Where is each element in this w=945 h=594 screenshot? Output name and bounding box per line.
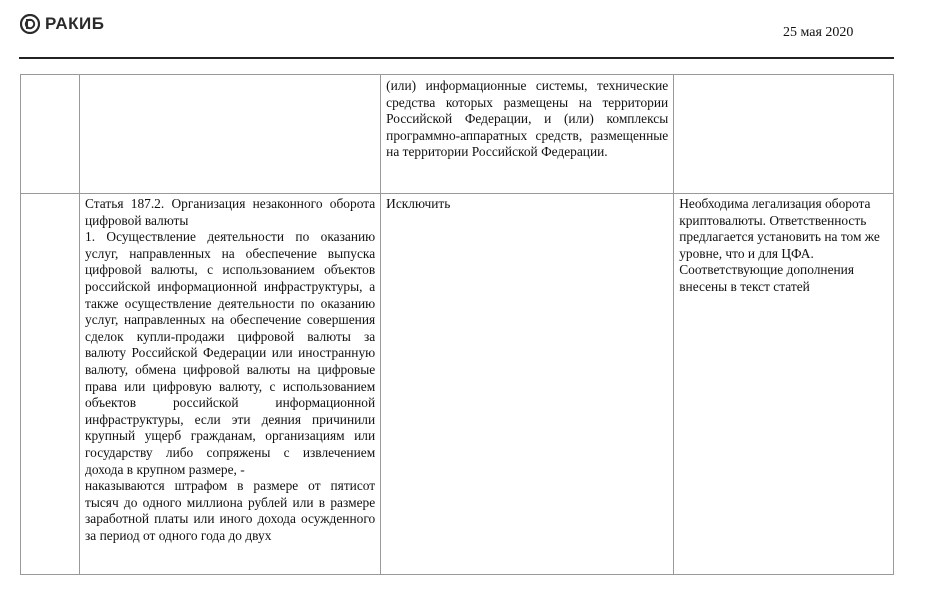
table-cell-comment: Необходима легализация оборота криптовалюты. Ответственность предлагается установить на том же уровне, что и для ЦФА. Соответствующие дополнения внесены в текст статей xyxy=(674,194,894,575)
table-cell-current-text xyxy=(80,75,381,194)
rakib-logo-icon xyxy=(20,14,40,34)
table-cell-comment xyxy=(674,75,894,194)
table-cell-current-text xyxy=(80,194,381,575)
table-cell-proposed-text: Исключить xyxy=(381,194,674,575)
table-row xyxy=(21,194,894,575)
table-cell-proposed-text: (или) информационные системы, технические средства которых размещены на территории Российской Федерации, и (или) комплексы программно-аппаратных средств, размещенные на территории Российской Федерации. xyxy=(381,75,674,194)
article-paragraph-2: наказываются штрафом в размере от пятисот тысяч до одного миллиона рублей или в размере заработной платы или иного дохода осужденного за период от одного года до двух xyxy=(85,478,376,543)
logo-text: РАКИБ xyxy=(45,14,105,33)
document-date: 25 мая 2020 xyxy=(783,25,854,40)
rakib-logo xyxy=(20,14,104,34)
table-cell-number xyxy=(21,194,80,575)
article-paragraph-1: 1. Осуществление деятельности по оказанию услуг, направленных на обеспечение выпуска цифровой валюты, с использованием объектов российской информационной инфраструктуры, а также осуществление деятельности по оказанию услуг, направленных на обеспечение совершения сделок купли-продажи цифровой валюты за валюту Российской Федерации или иностранную валюту, обмена цифровой валюты на цифровые права или цифровую валюту, с использованием объектов российской информационной инфраструктуры, если эти деяния причинили крупный ущерб гражданам, организациям или государству либо сопряжены с извлечением дохода в крупном размере, - xyxy=(85,229,376,477)
header-divider xyxy=(19,57,894,59)
article-title: Статья 187.2. Организация незаконного оборота цифровой валюты xyxy=(85,196,376,228)
table-cell-number xyxy=(21,75,80,194)
table-row xyxy=(21,75,894,194)
comparison-table xyxy=(20,74,894,575)
